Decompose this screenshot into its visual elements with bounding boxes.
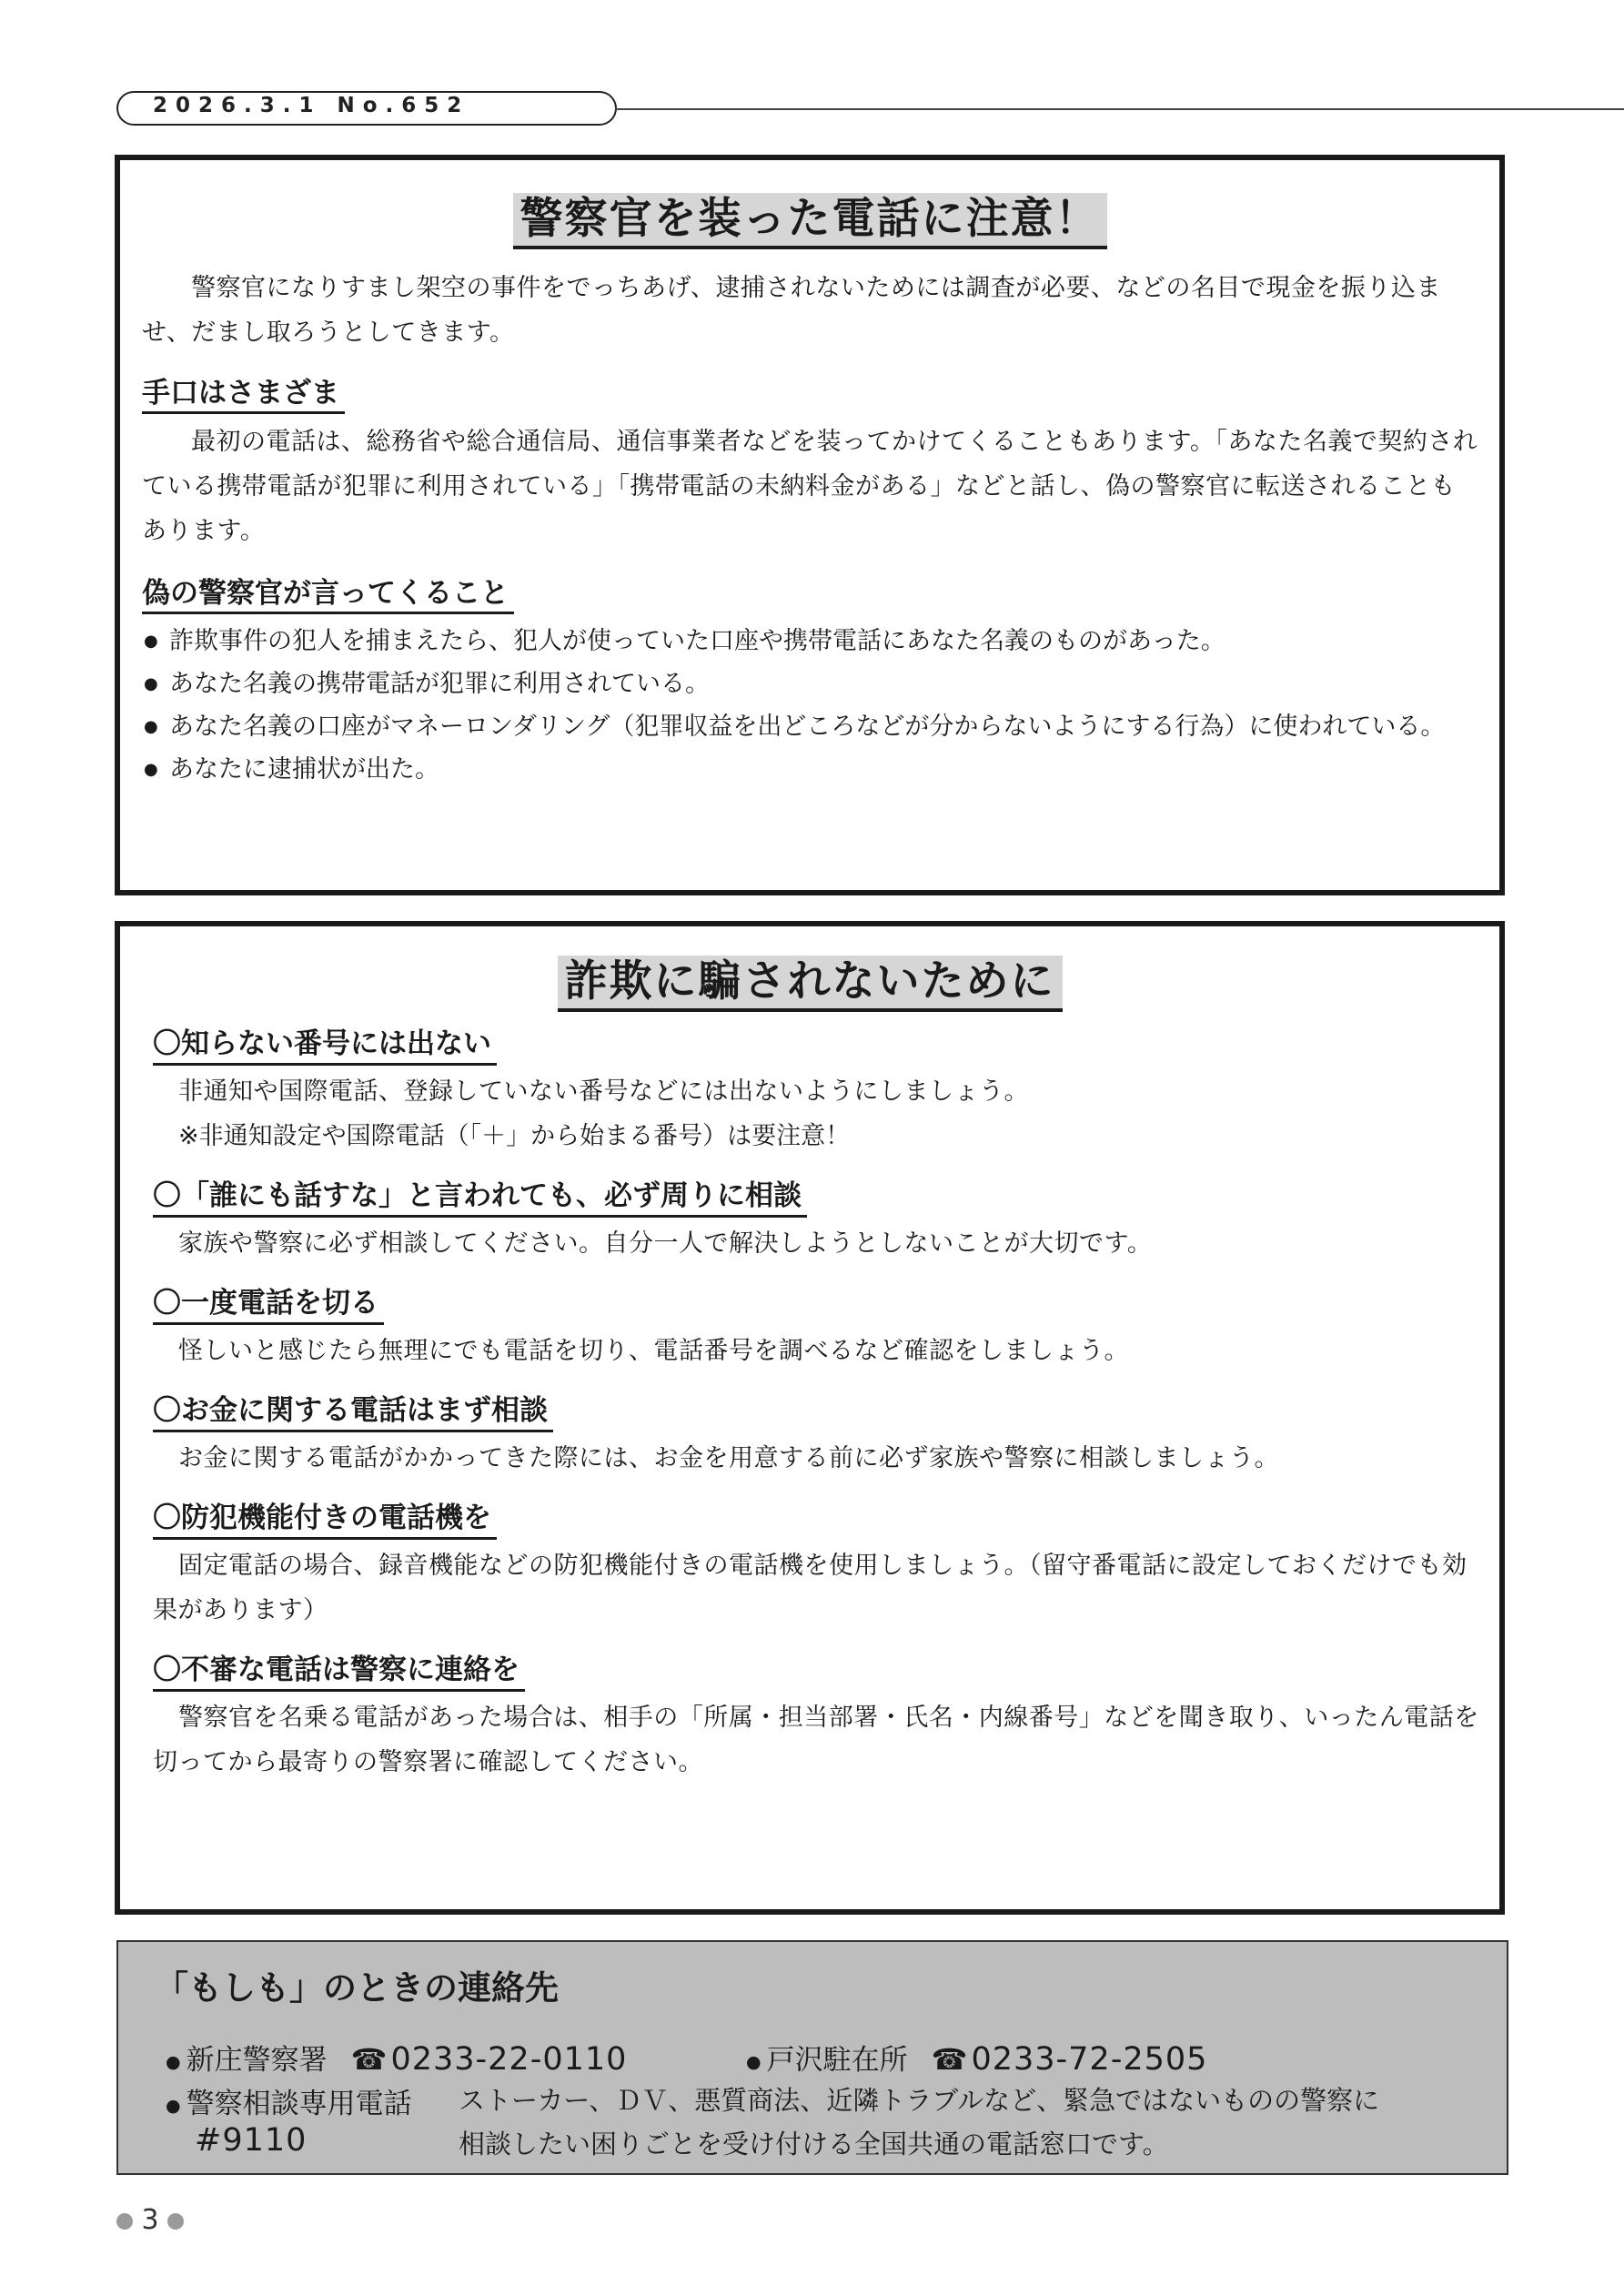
tip-text: 固定電話の場合、録音機能などの防犯機能付きの電話機を使用しましょう。（留守番電話に設定しておくだけでも効果があります） (153, 1552, 1468, 1624)
fraud-prevention-box (115, 921, 1505, 1915)
consult-label: 警察相談専用電話 (186, 2088, 412, 2120)
dot-icon (167, 2213, 184, 2230)
tip-heading: 〇知らない番号には出ない (153, 1025, 497, 1066)
tip-note: ※非通知設定や国際電話（「＋」から始まる番号）は要注意！ (178, 1122, 851, 1150)
issue-header (116, 91, 1624, 127)
header-rule (615, 108, 1624, 110)
list-item: ● あなた名義の携帯電話が犯罪に利用されている。 (142, 663, 1479, 705)
consult-number: #9110 (195, 2122, 308, 2159)
tip-heading: 〇お金に関する電話はまず相談 (153, 1391, 553, 1432)
station-name: 戸沢駐在所 (766, 2044, 908, 2077)
bullet-icon: ● (166, 2095, 181, 2116)
issue-date-number: 2026.3.1 No.652 (153, 94, 470, 117)
station-name: 新庄警察署 (186, 2044, 328, 2077)
emergency-contact-box (116, 1940, 1508, 2175)
bullet-icon: ● (746, 2051, 762, 2072)
contact-row-stations (166, 2037, 627, 2078)
list-item: ● あなたに逮捕状が出た。 (142, 748, 1479, 791)
bullet-icon: ● (166, 2051, 181, 2072)
phone-number: 0233-22-0110 (390, 2041, 628, 2078)
section1-intro: 警察官になりすまし架空の事件をでっちあげ、逮捕されないためには調査が必要、などの名目で現金を振り込ませ、だまし取ろうとしてきます。 (142, 274, 1441, 347)
list-item: ● 詐欺事件の犯人を捕まえたら、犯人が使っていた口座や携帯電話にあなた名義のものがあった。 (142, 620, 1479, 663)
tip-heading: 〇防犯機能付きの電話機を (153, 1499, 497, 1540)
phone-icon: ☎ (931, 2042, 968, 2077)
fake-police-claims-list (142, 620, 1479, 791)
section2-title: 詐欺に騙されないために (558, 956, 1063, 1012)
section1-sub2-heading: 偽の警察官が言ってくること (142, 575, 514, 614)
tip-text: 怪しいと感じたら無理にでも電話を切り、電話番号を調べるなど確認をしましょう。 (178, 1337, 1129, 1365)
list-item: ● あなた名義の口座がマネーロンダリング（犯罪収益を出どころなどが分からないようにする行為）に使われている。 (142, 705, 1479, 748)
section1-title: 警察官を装った電話に注意！ (513, 193, 1107, 249)
phone-number: 0233-72-2505 (971, 2041, 1208, 2078)
tip-heading: 〇一度電話を切る (153, 1284, 384, 1325)
section1-sub1-text: 最初の電話は、総務省や総合通信局、通信事業者などを装ってかけてくることもあります。「あなた名義で契約されている携帯電話が犯罪に利用されている」「携帯電話の未納料金がある」などと話し、偽の警察官に転送されることもあります。 (142, 428, 1478, 545)
tip-text: お金に関する電話がかかってきた際には、お金を用意する前に必ず家族や警察に相談しましょう。 (178, 1444, 1279, 1472)
contact-row-station2 (746, 2037, 1207, 2078)
consult-desc-line1: ストーカー、ＤＶ、悪質商法、近隣トラブルなど、緊急ではないものの警察に (459, 2085, 1380, 2116)
tip-text: 家族や警察に必ず相談してください。自分一人で解決しようとしないことが大切です。 (178, 1229, 1153, 1258)
page-number: 3 (116, 2204, 184, 2236)
tip-heading: 〇「誰にも話すな」と言われても、必ず周りに相談 (153, 1177, 807, 1218)
tip-text: 非通知や国際電話、登録していない番号などには出ないようにしましょう。 (178, 1077, 1029, 1106)
section1-sub1-heading: 手口はさまざま (142, 375, 345, 414)
consult-row (166, 2080, 412, 2121)
consult-desc-line2: 相談したい困りごとを受け付ける全国共通の電話窓口です。 (459, 2129, 1169, 2159)
police-impersonation-box (115, 155, 1505, 895)
phone-icon: ☎ (350, 2042, 388, 2077)
dot-icon (116, 2213, 133, 2230)
tip-heading: 〇不審な電話は警察に連絡を (153, 1651, 525, 1692)
contact-title: 「もしも」のときの連絡先 (155, 1968, 559, 2008)
header-pill-end (480, 91, 617, 126)
tip-text: 警察官を名乗る電話があった場合は、相手の「所属・担当部署・氏名・内線番号」などを聞き取り、いったん電話を切ってから最寄りの警察署に確認してください。 (153, 1704, 1479, 1776)
